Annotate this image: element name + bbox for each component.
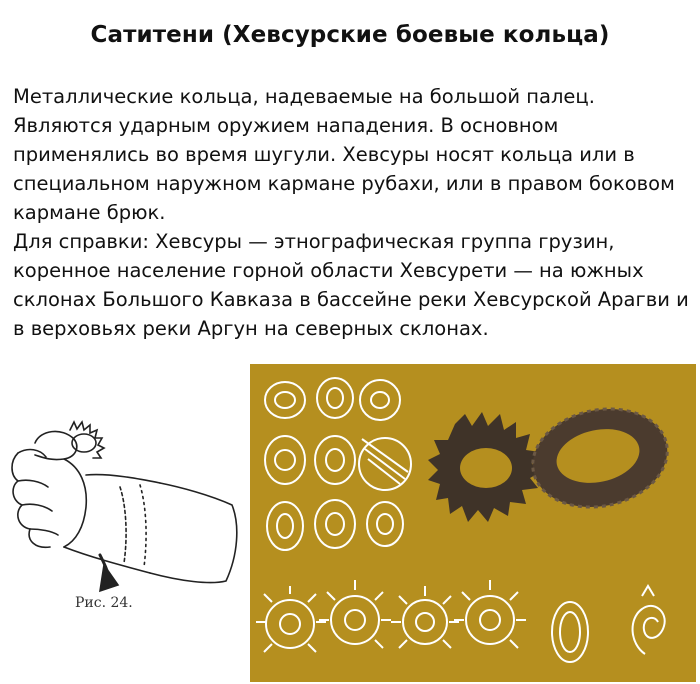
figure-caption: Рис. 24. [75,595,133,611]
rings-collection [250,364,696,682]
page-title: Сатитени (Хевсурские боевые кольца) [90,22,610,48]
article-text [13,82,693,343]
rings-photo [250,364,696,682]
metal-rings-photo [428,397,676,522]
paragraph-reference: Для справки: Хевсуры — этнографическая группа грузин, коренное население горной области Хевсурети — на южных склонах Большого Кавказа в бассейне реки Хевсурской Арагви и в верховьях реки Аргун на северных склонах. [13,230,689,340]
paragraph-description: Металлические кольца, надеваемые на большой палец. Являются ударным оружием нападения. В основном применялись во время шугули. Хевсуры носят кольца или в специальном наружном кармане рубахи, или в правом боковом кармане брюк. [13,85,675,224]
